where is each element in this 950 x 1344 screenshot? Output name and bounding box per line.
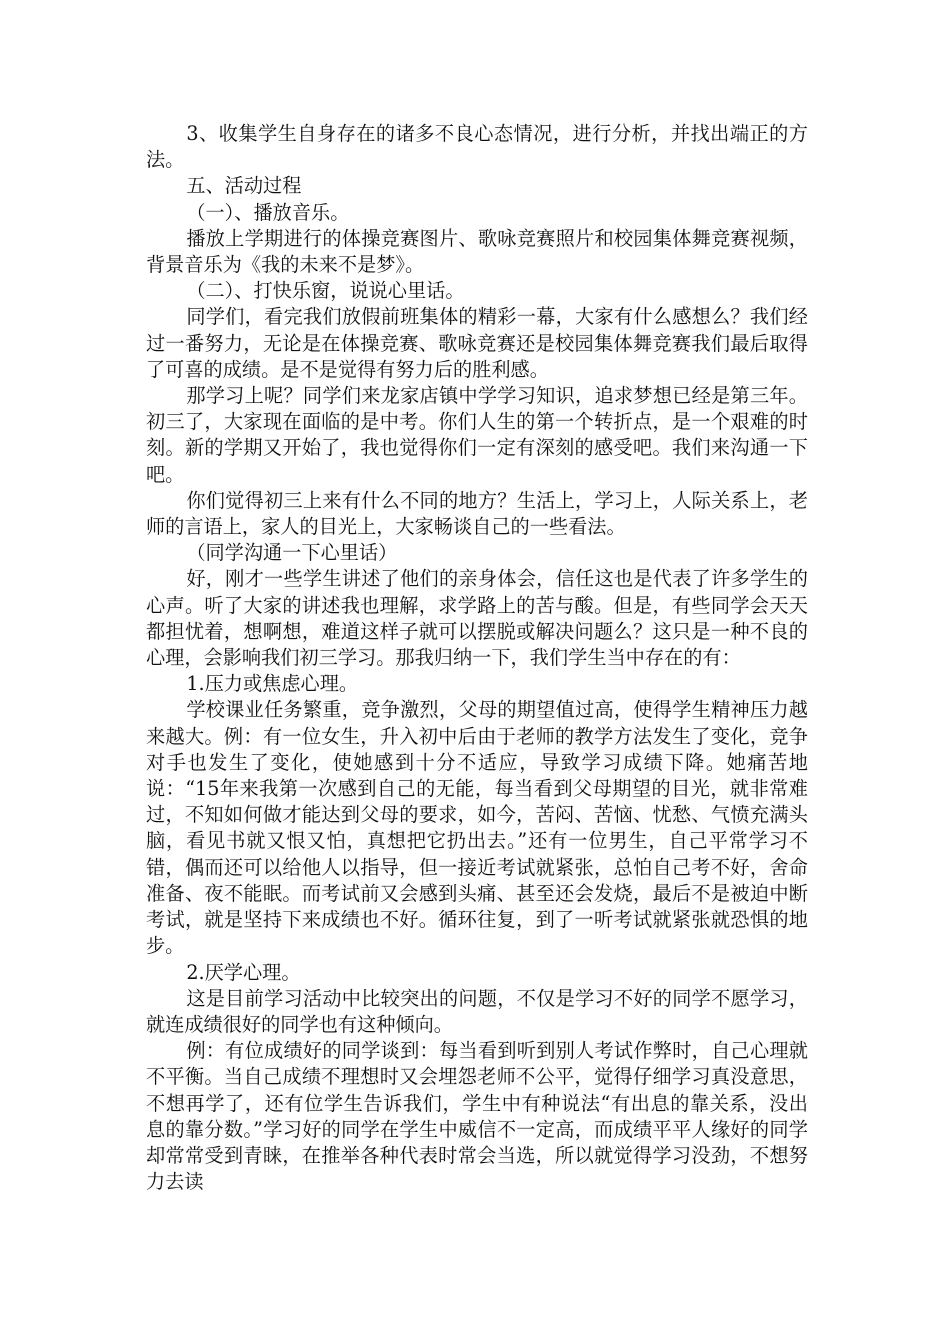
paragraph-study-third-year: 那学习上呢？同学们来龙家店镇中学学习知识，追求梦想已经是第三年。初三了，大家现在面临的是中考。你们人生的第一个转折点，是一个艰难的时刻。新的学期又开始了，我也觉得你们一定有深刻的感受吧。我们来沟通一下吧。 — [146, 384, 808, 486]
paragraph-collect-attitudes: 3、收集学生自身存在的诸多不良心态情况，进行分析，并找出端正的方法。 — [146, 122, 808, 172]
paragraph-class-achievements: 同学们，看完我们放假前班集体的精彩一幕，大家有什么感想么？我们经过一番努力，无论是在体操竞赛、歌咏竞赛还是校园集体舞竞赛我们最后取得了可喜的成绩。是不是觉得有努力后的胜利感。 — [146, 305, 808, 381]
paragraph-aversion-example: 例：有位成绩好的同学谈到：每当看到听到别人考试作弊时，自己心理就不平衡。当自己成绩不理想时又会埋怨老师不公平，觉得仔细学习真没意思，不想再学了，还有位学生告诉我们，学生中有种说法“有出息的靠关系，没出息的靠分数。”学习好的同学在学生中威信不一定高，而成绩平平人缘好的同学却常常受到青睐，在推举各种代表时常会当选，所以就觉得学习没劲，不想努力去读 — [146, 1039, 808, 1194]
heading-activity-process: 五、活动过程 — [186, 174, 302, 198]
subheading-play-music: （一）、播放音乐。 — [186, 200, 350, 224]
subheading-study-aversion: 2.厌学心理。 — [186, 960, 301, 984]
subheading-pressure-anxiety: 1.压力或焦虑心理。 — [186, 672, 359, 696]
paragraph-student-talk: （同学沟通一下心里话） — [186, 541, 398, 565]
paragraph-aversion-intro: 这是目前学习活动中比较突出的问题，不仅是学习不好的同学不愿学习，就连成绩很好的同学也有这种倾向。 — [146, 986, 808, 1036]
paragraph-play-music: 播放上学期进行的体操竞赛图片、歌咏竞赛照片和校园集体舞竞赛视频，背景音乐为《我的未来不是梦》。 — [146, 226, 808, 277]
subheading-happy-window: （二）、打快乐窗，说说心里话。 — [186, 279, 465, 303]
paragraph-pressure-examples: 学校课业任务繁重，竞争激烈，父母的期望值过高，使得学生精神压力越来越大。例：有一位女生，升入初中后由于老师的教学方法发生了变化，竞争对手也发生了变化，使她感到十分不适应，导致学习成绩下降。她痛苦地说：“15年来我第一次感到自己的无能，每当看到父母期望的目光，就非常难过，不知如何做才能达到父母的要求，如今，苦闷、苦恼、忧愁、气愤充满头脑，看见书就又恨又怕，真想把它扔出去。”还有一位男生，自己平常学习不错，偶而还可以给他人以指导，但一接近考试就紧张，总怕自己考不好，舍命准备、夜不能眠。而考试前又会感到头痛、甚至还会发烧，最后不是被迫中断考试，就是坚持下来成绩也不好。循环往复，到了一听考试就紧张就恐惧的地步。 — [146, 698, 808, 958]
document-body — [146, 121, 808, 1195]
paragraph-summary: 好，刚才一些学生讲述了他们的亲身体会，信任这也是代表了许多学生的心声。听了大家的讲述我也理解，求学路上的苦与酸。但是，有些同学会天天都担忧着，想啊想，难道这样子就可以摆脱或解决问题么？这只是一种不良的心理，会影响我们初三学习。那我归纳一下，我们学生当中存在的有： — [146, 567, 808, 670]
paragraph-differences: 你们觉得初三上来有什么不同的地方？生活上，学习上，人际关系上，老师的言语上，家人的目光上，大家畅谈自己的一些看法。 — [146, 488, 808, 539]
